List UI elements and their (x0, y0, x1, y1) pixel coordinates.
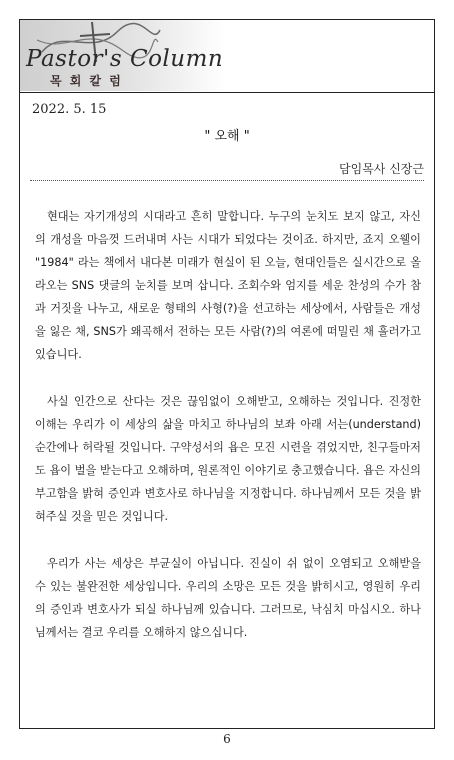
page-number: 6 (223, 732, 231, 746)
logo-title: Pastor's Column (26, 46, 224, 72)
body-paragraph: 현대는 자기개성의 시대라고 흔히 말합니다. 누구의 눈치도 보지 않고, 자신의 개성을 마음껏 드러내며 사는 시대가 되었다는 것이죠. 하지만, 죠지 오웰이 "1984" 라는 책에서 내다본 미래가 현실이 된 오늘, 현대인들은 실시간으로 올라오는 SNS 댓글의 눈치를 보며 삽니다. 조회수와 엄지를 세운 찬성의 수가 참과 거짓을 나누고, 새로운 형태의 사형(?)을 선고하는 세상에서, 사람들은 개성을 잃은 채, SNS가 왜곡해서 전하는 모든 사람(?)의 여론에 떠밀린 채 흘러가고 있습니다. (35, 210, 421, 361)
column-header (20, 20, 434, 93)
column-body (35, 205, 421, 668)
column-frame (19, 19, 435, 729)
body-paragraph: 사실 인간으로 산다는 것은 끊임없이 오해받고, 오해하는 것입니다. 진정한 이해는 우리가 이 세상의 삶을 마치고 하나님의 보좌 아래 서는(understand) 순간에나 허락될 것입니다. 구약성서의 욥은 모진 시련을 겪었지만, 친구들마저도 욥이 벌을 받는다고 오해하며, 원론적인 이야기로 충고했습니다. 욥은 자신의 부고함을 밝혀 증인과 변호사로 하나님을 지정합니다. 하나님께서 모든 것을 밝혀주실 것을 믿은 것입니다. (35, 395, 421, 523)
dotted-divider (30, 180, 424, 181)
column-author: 담임목사 신장근 (339, 162, 424, 176)
body-paragraph: 우리가 사는 세상은 부균실이 아닙니다. 진실이 쉬 없이 오염되고 오해받을 수 있는 불완전한 세상입니다. 우리의 소망은 모든 것을 밝히시고, 영원히 우리의 증인과 변호사가 되실 하나님께 있습니다. 그러므로, 낙심치 마십시오. 하나님께서는 결코 우리를 오해하지 않으십니다. (35, 557, 421, 639)
logo-subtitle: 목 회 칼 럼 (50, 74, 123, 88)
column-title: " 오해 " (204, 129, 250, 144)
column-date: 2022. 5. 15 (32, 102, 107, 117)
